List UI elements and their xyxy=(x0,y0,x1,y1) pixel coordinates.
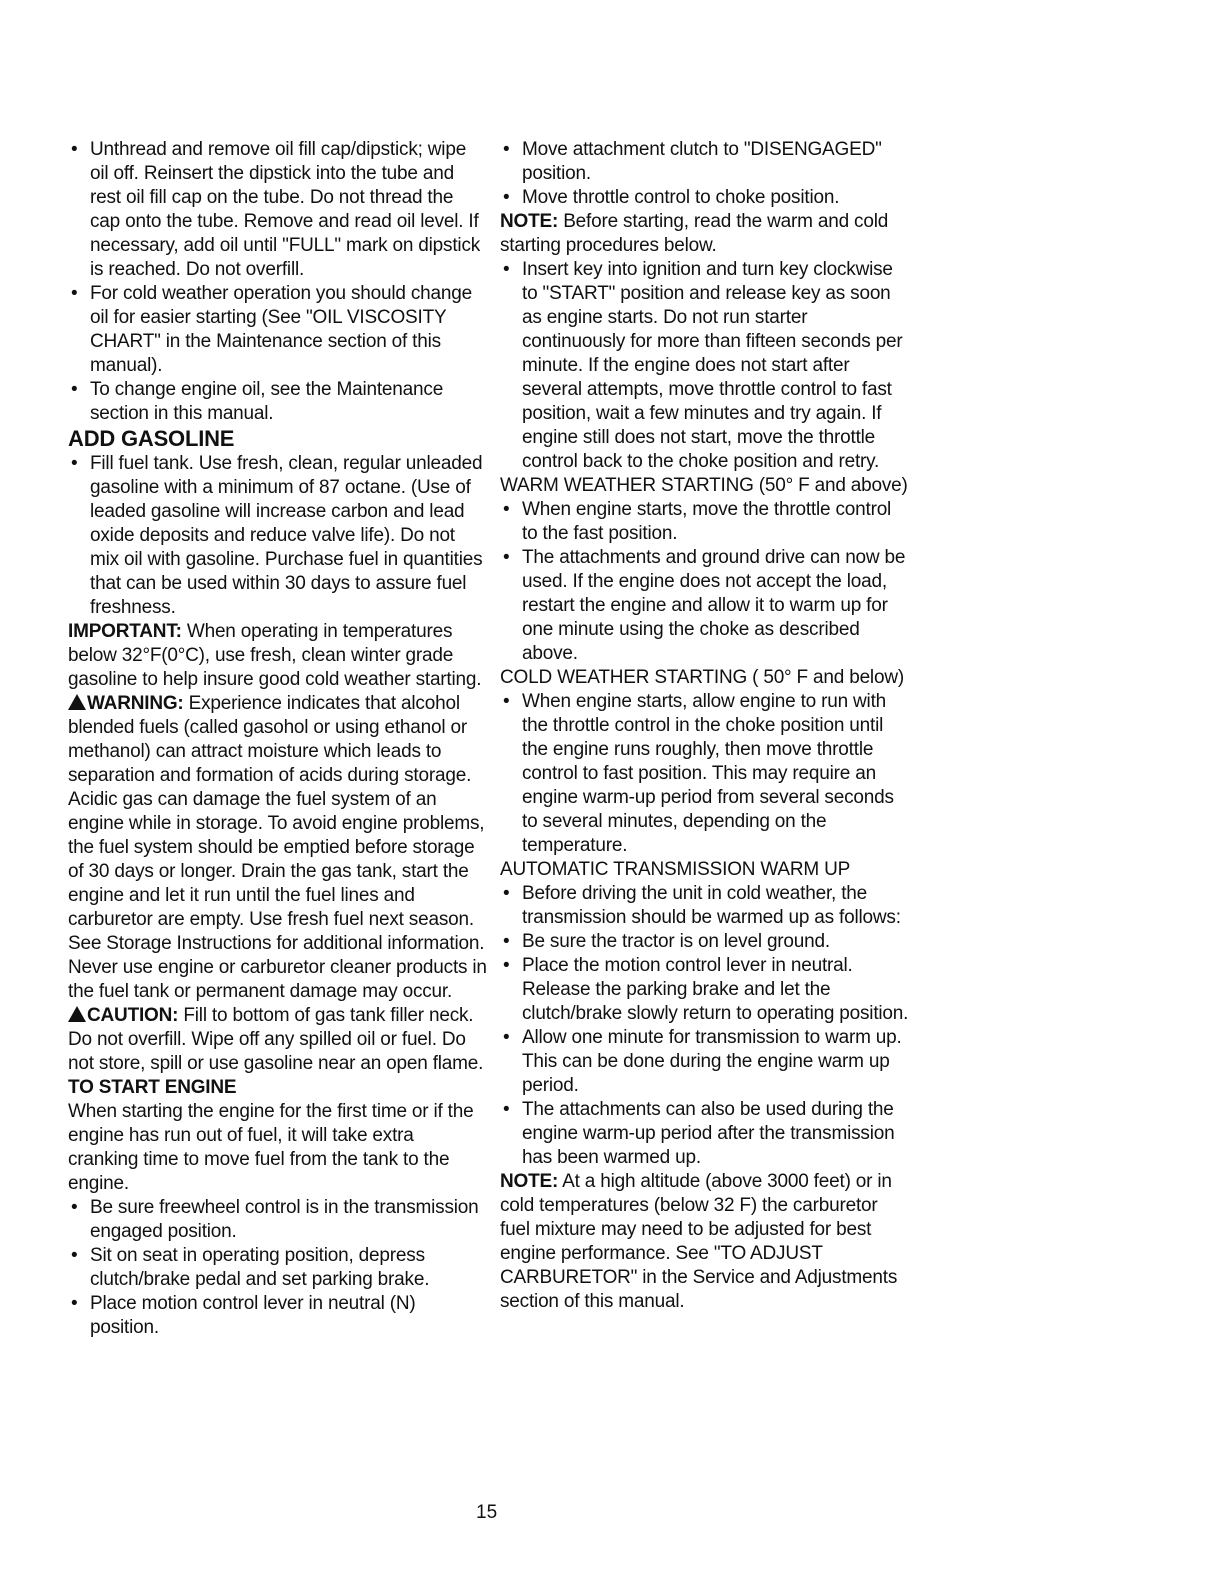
add-gasoline-heading: ADD GASOLINE xyxy=(68,426,235,451)
left-column xyxy=(68,138,488,1340)
bullet-freewheel: • Be sure freewheel control is in the transmission engaged position. xyxy=(68,1196,488,1244)
warning-icon xyxy=(68,694,86,710)
bullet-insert-key: • Insert key into ignition and turn key clockwise to "START" position and release key as soon as engine starts. Do not run starter continuously for more than fifteen seconds per minute. If the engine does not start after several attempts, move throttle control to fast position, wait a few minutes and try again. If engine still does not start, move the throttle control back to the choke position and retry. xyxy=(500,258,910,474)
bullet-auto-1: • Before driving the unit in cold weather, the transmission should be warmed up as follows: xyxy=(500,882,910,930)
warm-weather-heading: WARM WEATHER STARTING (50° F and above) xyxy=(500,475,908,496)
bullet-warm-2: • The attachments and ground drive can now be used. If the engine does not accept the load, restart the engine and allow it to warm up for one minute using the choke as described above. xyxy=(500,546,910,666)
bullet-throttle-choke: • Move throttle control to choke position. xyxy=(500,186,910,210)
bullet-oil-change: • To change engine oil, see the Maintenance section in this manual. xyxy=(68,378,488,426)
start-engine-intro: When starting the engine for the first time or if the engine has run out of fuel, it will take extra cranking time to move fuel from the tank to the engine. xyxy=(68,1101,474,1194)
bullet-oil-dipstick: • Unthread and remove oil fill cap/dipstick; wipe oil off. Reinsert the dipstick into the tube and rest oil fill cap on the tube. Do not thread the cap onto the tube. Remove and read oil level. If necessary, add oil until "FULL" mark on dipstick is reached. Do not overfill. xyxy=(68,138,488,282)
note-label-1: NOTE: xyxy=(500,211,559,232)
important-text: When operating in temperatures below 32°F(0°C), use fresh, clean winter grade gasoline to help insure good cold weather starting. xyxy=(68,621,482,690)
note-text-2: At a high altitude (above 3000 feet) or in cold temperatures (below 32 F) the carburetor fuel mixture may need to be adjusted for best engine performance. See "TO ADJUST CARBURETOR" in the Service and Adjustments section of this manual. xyxy=(500,1171,898,1312)
caution-icon xyxy=(68,1006,86,1022)
note-paragraph-2 xyxy=(500,1170,910,1314)
bullet-auto-4: • Allow one minute for transmission to warm up. This can be done during the engine warm up period. xyxy=(500,1026,910,1098)
note-text-1: Before starting, read the warm and cold starting procedures below. xyxy=(500,211,889,256)
bullet-attachment-clutch: • Move attachment clutch to "DISENGAGED" position. xyxy=(500,138,910,186)
important-paragraph xyxy=(68,620,488,692)
auto-transmission-heading: AUTOMATIC TRANSMISSION WARM UP xyxy=(500,859,851,880)
cold-weather-heading: COLD WEATHER STARTING ( 50° F and below) xyxy=(500,667,904,688)
bullet-fill-fuel: • Fill fuel tank. Use fresh, clean, regular unleaded gasoline with a minimum of 87 octane. (Use of leaded gasoline will increase carbon and lead oxide deposits and reduce valve life). Do not mix oil with gasoline. Purchase fuel in quantities that can be used within 30 days to assure fuel freshness. xyxy=(68,452,488,620)
warning-paragraph xyxy=(68,692,488,1004)
warning-label: WARNING: xyxy=(87,693,184,714)
bullet-warm-1: • When engine starts, move the throttle control to the fast position. xyxy=(500,498,910,546)
warning-text: Experience indicates that alcohol blended fuels (called gasohol or using ethanol or methanol) can attract moisture which leads to separation and formation of acids during storage. Acidic gas can damage the fuel system of an engine while in storage. To avoid engine problems, the fuel system should be emptied before storage of 30 days or longer. Drain the gas tank, start the engine and let it run until the fuel lines and carburetor are empty. Use fresh fuel next season. See Storage Instructions for additional information. Never use engine or carburetor cleaner products in the fuel tank or permanent damage may occur. xyxy=(68,693,487,1002)
caution-text: Fill to bottom of gas tank filler neck. Do not overfill. Wipe off any spilled oil or fuel. Do not store, spill or use gasoline near an open flame. xyxy=(68,1005,484,1074)
page-number: 15 xyxy=(476,1502,498,1523)
bullet-auto-2: • Be sure the tractor is on level ground. xyxy=(500,930,910,954)
caution-paragraph xyxy=(68,1004,488,1076)
bullet-auto-3: • Place the motion control lever in neutral. Release the parking brake and let the clutch/brake slowly return to operating position. xyxy=(500,954,910,1026)
bullet-cold-1: • When engine starts, allow engine to run with the throttle control in the choke position until the engine runs roughly, then move throttle control to fast position. This may require an engine warm-up period from several seconds to several minutes, depending on the temperature. xyxy=(500,690,910,858)
important-label: IMPORTANT: xyxy=(68,621,182,642)
caution-label: CAUTION: xyxy=(87,1005,179,1026)
bullet-motion-control: • Place motion control lever in neutral (N) position. xyxy=(68,1292,488,1340)
bullet-oil-cold-weather: • For cold weather operation you should change oil for easier starting (See "OIL VISCOSITY CHART" in the Maintenance section of this manual). xyxy=(68,282,488,378)
start-engine-heading: TO START ENGINE xyxy=(68,1077,237,1098)
right-column xyxy=(500,138,910,1314)
note-paragraph-1 xyxy=(500,210,910,258)
note-label-2: NOTE: xyxy=(500,1171,559,1192)
bullet-auto-5: • The attachments can also be used during the engine warm-up period after the transmission has been warmed up. xyxy=(500,1098,910,1170)
bullet-sit-on-seat: • Sit on seat in operating position, depress clutch/brake pedal and set parking brake. xyxy=(68,1244,488,1292)
